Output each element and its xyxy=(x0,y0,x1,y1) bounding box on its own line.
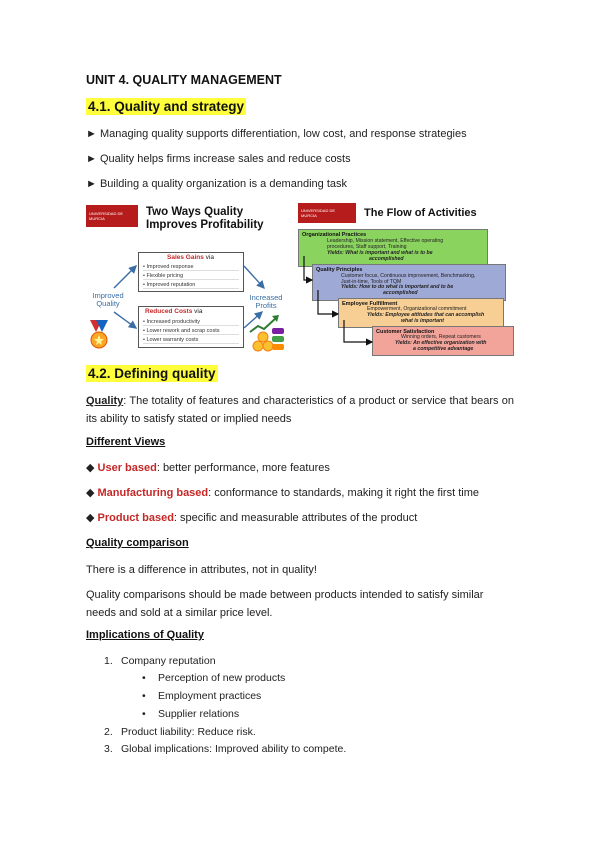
flow-arrow xyxy=(318,290,338,314)
view-item-product-based: ◆ Product based: specific and measurable attributes of the product xyxy=(86,512,418,524)
bullet-item: ► Managing quality supports differentiation, low cost, and response strategies xyxy=(86,128,467,140)
flow-box-yield: a competitive advantage xyxy=(413,346,474,352)
comparison-paragraph: There is a difference in attributes, not in quality! xyxy=(86,564,317,576)
bullet-dot: • xyxy=(142,690,146,702)
reduced-cost-item: • Increased productivity xyxy=(143,319,239,326)
improved-quality-label: Improved Quality xyxy=(92,291,124,308)
flow-box-yield: accomplished xyxy=(383,290,418,296)
figure-flow-of-activities xyxy=(296,200,514,355)
increased-profits-label: Increased Profits xyxy=(249,293,283,310)
list-number: 3. xyxy=(104,743,113,755)
definition-text: : The totality of features and characteristics of a product or service that bears on its ability to satisfy stated or implied needs xyxy=(86,395,514,425)
flow-box-head: Quality Principles xyxy=(316,267,363,273)
bullet-item: ► Building a quality organization is a demanding task xyxy=(86,178,347,190)
section-heading-quality-strategy: 4.1. Quality and strategy xyxy=(88,99,245,114)
reduced-cost-item: • Lower warranty costs xyxy=(143,337,239,344)
figure-title-line1: Two Ways Quality xyxy=(146,206,244,218)
flow-box-line: Winning orders, Repeat customers xyxy=(401,334,481,340)
implications-heading: Implications of Quality xyxy=(86,629,204,641)
flow-box-yield: Yields: How to do what is important and to be xyxy=(341,284,454,290)
reduced-cost-item: • Lower rework and scrap costs xyxy=(143,328,239,335)
logo-text: UNIVERSIDAD DE MURCIA xyxy=(89,211,124,221)
implication-item: Global implications: Improved ability to compete. xyxy=(121,743,347,755)
figure2-arrows xyxy=(296,200,514,355)
comparison-paragraph: Quality comparisons should be made between products intended to satisfy similar needs and sold at a similar price level. xyxy=(86,589,484,619)
figure-title: The Flow of Activities xyxy=(364,207,477,219)
flow-arrow xyxy=(344,320,372,342)
sub-item: Perception of new products xyxy=(158,672,286,684)
sales-gain-item: • Flexible pricing xyxy=(143,273,239,280)
arrow-to-sales xyxy=(114,266,136,288)
flow-box-line: procedures, Staff support, Training xyxy=(327,244,407,250)
figure-two-ways-quality xyxy=(86,200,286,355)
flow-box-yield: accomplished xyxy=(369,256,404,262)
flow-box-yield: Yields: Employee attitudes that can accomplish xyxy=(367,312,485,318)
implication-item: Product liability: Reduce risk. xyxy=(121,726,256,738)
bullet-item: ► Quality helps firms increase sales and reduce costs xyxy=(86,153,351,165)
arrow-sales-to-profit xyxy=(244,266,264,288)
figure1-arrows xyxy=(86,200,286,355)
bullet-dot: • xyxy=(142,672,146,684)
flow-box-yield: Yields: What is important and what is to be xyxy=(327,250,433,256)
arrow-to-costs xyxy=(114,312,136,328)
sales-gain-item: • Improved response xyxy=(143,264,239,271)
reduced-costs-head: Reduced Costs via xyxy=(145,308,203,315)
flow-box-yield: Yields: An effective organization with xyxy=(395,340,487,346)
view-item-user-based: ◆ User based: better performance, more features xyxy=(86,462,330,474)
medal-icon xyxy=(90,320,108,348)
teamwork-hands-icon xyxy=(272,328,284,350)
flow-box-line: Leadership, Mission statement, Effective operating xyxy=(327,238,444,244)
flow-arrow xyxy=(304,256,312,280)
flow-box-head: Employee Fulfillment xyxy=(342,301,398,307)
implication-item: Company reputation xyxy=(121,655,216,667)
logo-text: UNIVERSIDAD DE MURCIA xyxy=(301,208,336,218)
flow-box-head: Organizational Practices xyxy=(302,232,367,238)
sub-item: Employment practices xyxy=(158,690,262,702)
quality-definition xyxy=(86,392,514,428)
flow-box-line: Customer focus, Continuous improvement, Benchmarking, xyxy=(341,273,476,279)
definition-term: Quality xyxy=(86,395,124,407)
flow-box-head: Customer Satisfaction xyxy=(376,329,435,335)
flow-box-yield: what is important xyxy=(401,318,444,324)
bullet-dot: • xyxy=(142,708,146,720)
list-number: 1. xyxy=(104,655,113,667)
flow-box-line: Just-in-time, Tools of TQM xyxy=(341,279,402,285)
flow-box-line: Empowerment, Organizational commitment xyxy=(367,306,467,312)
view-item-manufacturing-based: ◆ Manufacturing based: conformance to standards, making it right the first time xyxy=(86,487,479,499)
section-heading-defining-quality: 4.2. Defining quality xyxy=(88,366,216,381)
list-number: 2. xyxy=(104,726,113,738)
sales-gain-item: • Improved reputation xyxy=(143,282,239,289)
figure-title-line2: Improves Profitability xyxy=(146,219,264,231)
sub-item: Supplier relations xyxy=(158,708,240,720)
sales-gains-head: Sales Gains via xyxy=(167,254,214,261)
quality-comparison-heading: Quality comparison xyxy=(86,537,189,549)
unit-title: UNIT 4. QUALITY MANAGEMENT xyxy=(86,73,282,87)
different-views-heading: Different Views xyxy=(86,436,166,448)
